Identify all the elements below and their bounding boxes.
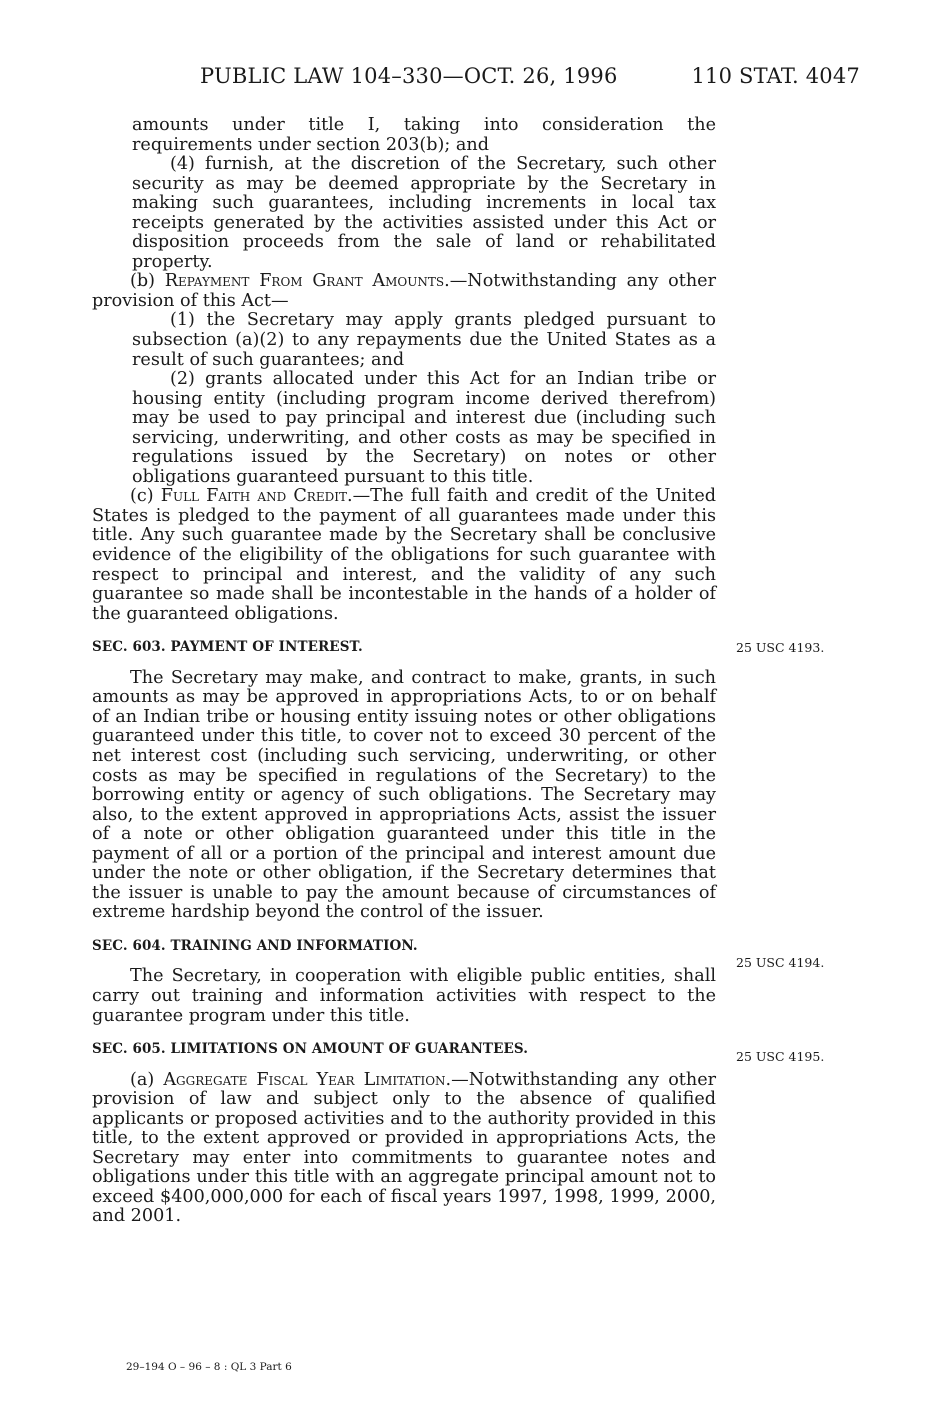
paragraph-continuation: amounts under title I, taking into consideration the requirements under section 203(b); and — [132, 115, 716, 155]
paragraph-b-heading: Repayment From Grant Amounts. — [164, 271, 450, 292]
paragraph-c-heading: Full Faith and Credit. — [160, 486, 353, 507]
paragraph-c-text: —The full faith and credit of the United States is pledged to the payment of all guarantees made under this title. Any such guarantee made by the Secretary shall be conclusive evidence of the eligibility of the obligations for such guarantee with respect to principal and interest, and the validity of any such guarantee so made shall be incontestable in the hands of a holder of the guaranteed obligations. — [92, 486, 717, 624]
section-605-a-label: (a) — [130, 1069, 155, 1090]
section-604-heading: SEC. 604. TRAINING AND INFORMATION. — [92, 937, 418, 954]
stat-page-number: 110 STAT. 4047 — [691, 64, 860, 88]
running-header — [200, 64, 860, 94]
sidenote-usc-4193: 25 USC 4193. — [736, 640, 825, 655]
page-body — [92, 116, 716, 1227]
paragraph-b2: (2) grants allocated under this Act for an Indian tribe or housing entity (including program income derived therefrom) may be used to pay principal and interest due (including such servicing, underwriting, and other costs as may be specified in regulations issued by the Secretary) on notes or other obligations guaranteed pursuant to this title. — [132, 369, 716, 487]
paragraph-b — [92, 272, 716, 311]
paragraph-b-label: (b) — [130, 271, 155, 292]
paragraph-a4: (4) furnish, at the discretion of the Secretary, such other security as may be deemed appropriate by the Secretary in making such guarantees, including increments in local tax receipts generated by the activities assisted under this Act or disposition proceeds from the sale of land or rehabilitated property. — [132, 154, 716, 272]
paragraph-c — [92, 487, 716, 624]
section-603-text: The Secretary may make, and contract to make, grants, in such amounts as may be approved in appropriations Acts, to or on behalf of an Indian tribe or housing entity issuing notes or other obligations guaranteed under this title, to cover not to exceed 30 percent of the net interest cost (including such servicing, underwriting, or other costs as may be specified in regulations of the Secretary) to the borrowing entity or agency of such obligations. The Secretary may also, to the extent approved in appropriations Acts, assist the issuer of a note or other obligation guaranteed under this title in the payment of all or a portion of the principal and interest amount due under the note or other obligation, if the Secretary determines that the issuer is unable to pay the amount because of circumstances of extreme hardship beyond the control of the issuer. — [92, 667, 716, 923]
sidenote-usc-4195: 25 USC 4195. — [736, 1049, 825, 1064]
paragraph-c-label: (c) — [130, 486, 154, 507]
sidenote-usc-4194: 25 USC 4194. — [736, 955, 825, 970]
section-604-text: The Secretary, in cooperation with eligible public entities, shall carry out training and information activities with respect to the guarantee program under this title. — [92, 966, 716, 1026]
paragraph-b1: (1) the Secretary may apply grants pledged pursuant to subsection (a)(2) to any repayments due the United States as a result of such guarantees; and — [132, 310, 716, 370]
section-603-heading: SEC. 603. PAYMENT OF INTEREST. — [92, 639, 363, 656]
paragraph-b-text: —Notwithstanding any other provision of this Act— — [92, 271, 717, 311]
running-head-title: PUBLIC LAW 104–330—OCT. 26, 1996 — [200, 64, 618, 88]
section-605-a — [92, 1071, 716, 1227]
section-605-a-heading: Aggregate Fiscal Year Limitation. — [163, 1069, 452, 1090]
section-605-heading: SEC. 605. LIMITATIONS ON AMOUNT OF GUARANTEES. — [92, 1041, 529, 1058]
section-605-a-text: —Notwithstanding any other provision of law and subject only to the absence of qualified applicants or proposed activities and to the authority provided in this title, to the extent approved or provided in appropriations Acts, the Secretary may enter into commitments to guarantee notes and obligations under this title with an aggregate principal amount not to exceed $400,000,000 for each of fiscal years 1997, 1998, 1999, 2000, and 2001. — [92, 1069, 717, 1227]
print-code: 29–194 O – 96 – 8 : QL 3 Part 6 — [126, 1361, 292, 1373]
